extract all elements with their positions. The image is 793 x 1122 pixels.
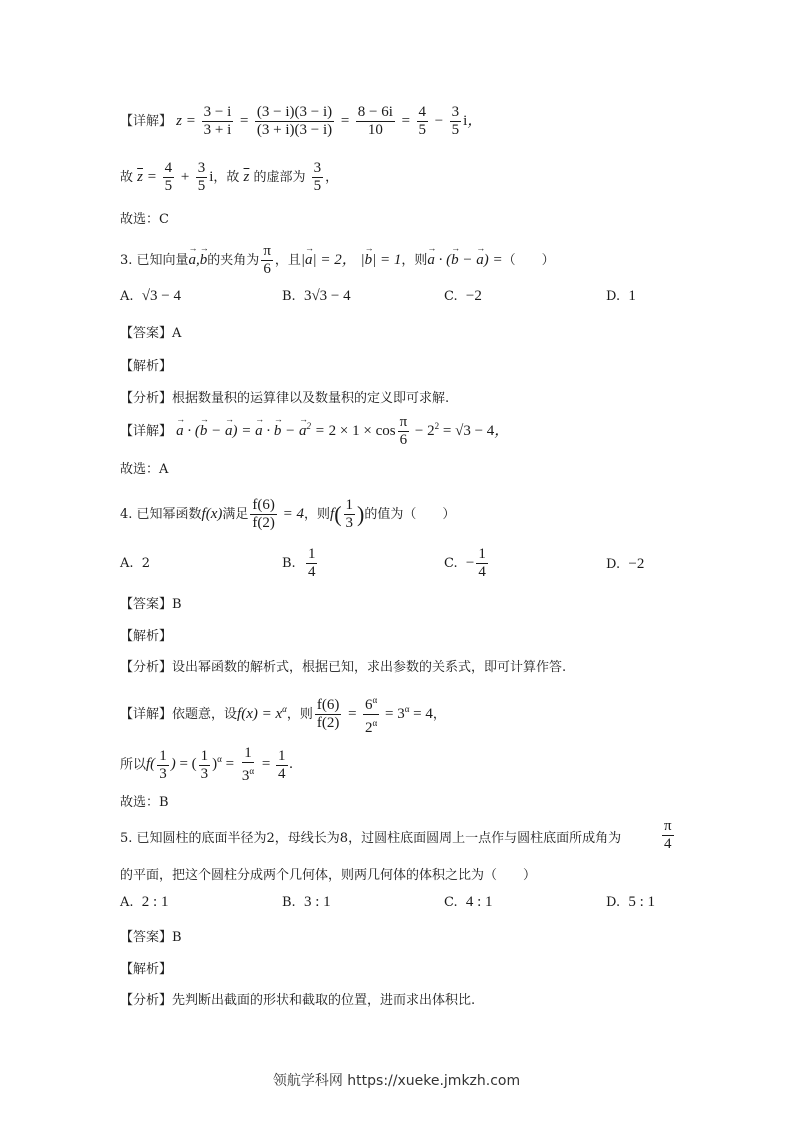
q5-fenxi: 【分析】先判断出截面的形状和截取的位置，进而求出体积比. (120, 993, 476, 1008)
conclusion-text-b: ，故 (213, 169, 244, 185)
q3-choice: 故选：A (120, 462, 169, 477)
q4-stem-a: 4. 已知幂函数 (120, 506, 202, 522)
vectors-a-b: → a,→ b (189, 252, 208, 268)
q4-stem-c: ，则 (304, 506, 331, 522)
q3-fenxi: 【分析】根据数量积的运算律以及数量积的定义即可求解. (120, 391, 450, 406)
q5-stem-line2: 的平面，把这个圆柱分成两个几何体，则两几何体的体积之比为（ ） (120, 868, 537, 883)
q3-jiexi: 【解析】 (120, 359, 173, 374)
q4-jiexi: 【解析】 (120, 629, 173, 644)
q4-fenxi: 【分析】设出幂函数的解析式，根据已知，求出参数的关系式，即可计算作答. (120, 660, 567, 675)
q4-stem-d: 的值为（ ） (364, 506, 456, 522)
page-footer-watermark: 领航学科网 https://xueke.jmkzh.com (272, 1073, 521, 1089)
q5-stem-line1 (120, 827, 621, 846)
q3-stem (120, 243, 555, 278)
q4-therefore (120, 745, 293, 785)
q5-option-c: C. 4 : 1 (444, 894, 493, 910)
q3-option-c: C. −2 (444, 288, 482, 304)
s1-conclusion-line: 故 $\overline{z}$ = $\frac{4}{5}$ + $\frac{3}{5}$ i，故 $\overline{z}$ 的虚部为 $\frac{3}{5}$ ， (120, 160, 339, 194)
q3-stem-c: ，且 (274, 252, 301, 268)
q4-answer: 【答案】B (120, 597, 182, 612)
conjugate-z: $\overline{z}$ (243, 168, 250, 185)
imag-part-value: $\frac{3}{5}$ (313, 160, 322, 194)
q3-dot-product-calculation: → a · (→ b − → a) = → a · → b − → $a^2 = 2 \times 1 \times \cos$ $\frac{\pi}{6}$ − $2^2 = √3 - 4$， (176, 423, 509, 439)
q4-final-calc: f( $\frac{1}{3}$ ) = ( $\frac{1}{3}$ )$^\alpha$ = $\frac{1}{3^\alpha}$ = $\frac{1}{4}$ . (146, 745, 294, 784)
q5-option-b: B. 3 : 1 (282, 894, 331, 910)
detail-tag: 【详解】 (120, 113, 173, 129)
q4-ratio-calc: $\frac{f(6)}{f(2)}$ = $\frac{6^\alpha}{2^\alpha}$ = $3^\alpha = 4$ (313, 706, 433, 722)
q4-option-a: A. 2 (120, 556, 151, 571)
q4-stem-b: 满足 (222, 506, 249, 522)
q5-stem-text1: 5. 已知圆柱的底面半径为2，母线长为8，过圆柱底面圆周上一点作与圆柱底面所成角为 (120, 831, 622, 846)
q5-angle-pi-over-4: $\frac{\pi}{4}$ (664, 818, 672, 852)
conjugate-expression: $\overline{z}$ = $\frac{4}{5}$ + $\frac{3}{5}$ i (137, 160, 214, 194)
conclusion-text-a: 故 (120, 169, 138, 185)
q3-stem-e: （ ） (502, 252, 555, 268)
q4-choice: 故选：B (120, 795, 169, 810)
q4-option-c: C. − $\frac{1}{4}$ (444, 546, 486, 580)
q3-option-d: D. 1 (606, 288, 636, 304)
q3-target-expression: → a · (→ b − → a) = (427, 252, 502, 268)
q4-detail-a: 依题意，设 (172, 706, 238, 722)
q3-detail-tag: 【详解】 (120, 423, 173, 439)
q4-option-d: D. −2 (606, 556, 645, 572)
magnitudes: |→ a| = 2， |→ b| = 1 (301, 252, 402, 268)
q3-stem-a: 3. 已知向量 (120, 252, 189, 268)
q4-option-b: B. $\frac{1}{4}$ (282, 546, 316, 580)
q3-detail (120, 414, 509, 449)
q3-stem-b: 的夹角为 (207, 252, 260, 268)
q5-jiexi: 【解析】 (120, 962, 173, 977)
power-function-def: $f(x) = x^\alpha$ (237, 703, 287, 722)
q5-option-d: D. 5 : 1 (606, 894, 656, 910)
q4-detail: 【详解】依题意，设$f(x) = x^\alpha$，则 $\frac{f(6)}{f(2)}$ = $\frac{6^\alpha}{2^\alpha}$ = $3^\alpha = 4$， (120, 692, 446, 737)
conclusion-text-c: 的虚部为 (249, 169, 310, 185)
f-one-third: f( $\frac{1}{3}$ ) (330, 497, 365, 531)
q3-answer: 【答案】A (120, 326, 182, 341)
s1-choice: 故选：C (120, 212, 169, 227)
q4-stem (120, 497, 455, 532)
complex-calculation: z = $\frac{3 - i}{3 + i}$ = $\frac{(3 - i)(3 - i)}{(3 + i)(3 - i)}$ = $\frac{8 - 6i}{10}$ = $\frac{4}{5}$ − $\frac{3}{5}$ i， (176, 104, 483, 138)
q3-option-a: A. √3 − 4 (120, 288, 181, 304)
q4-detail-tag: 【详解】 (120, 706, 173, 722)
func-f-x: f(x) (201, 505, 223, 522)
q3-stem-d: ，则 (401, 252, 428, 268)
angle-pi-over-6: $\frac{\pi}{6}$ (263, 243, 271, 277)
q4-therefore-text: 所以 (120, 757, 147, 773)
ratio-f6-f2: $\frac{f(6)}{f(2)}$ = 4 (252, 497, 305, 531)
q3-option-b: B. 3√3 − 4 (282, 288, 351, 304)
s1-detail-line (120, 104, 482, 139)
q5-answer: 【答案】B (120, 930, 182, 945)
q4-detail-b: ，则 (286, 706, 313, 722)
q5-option-a: A. 2 : 1 (120, 894, 169, 910)
